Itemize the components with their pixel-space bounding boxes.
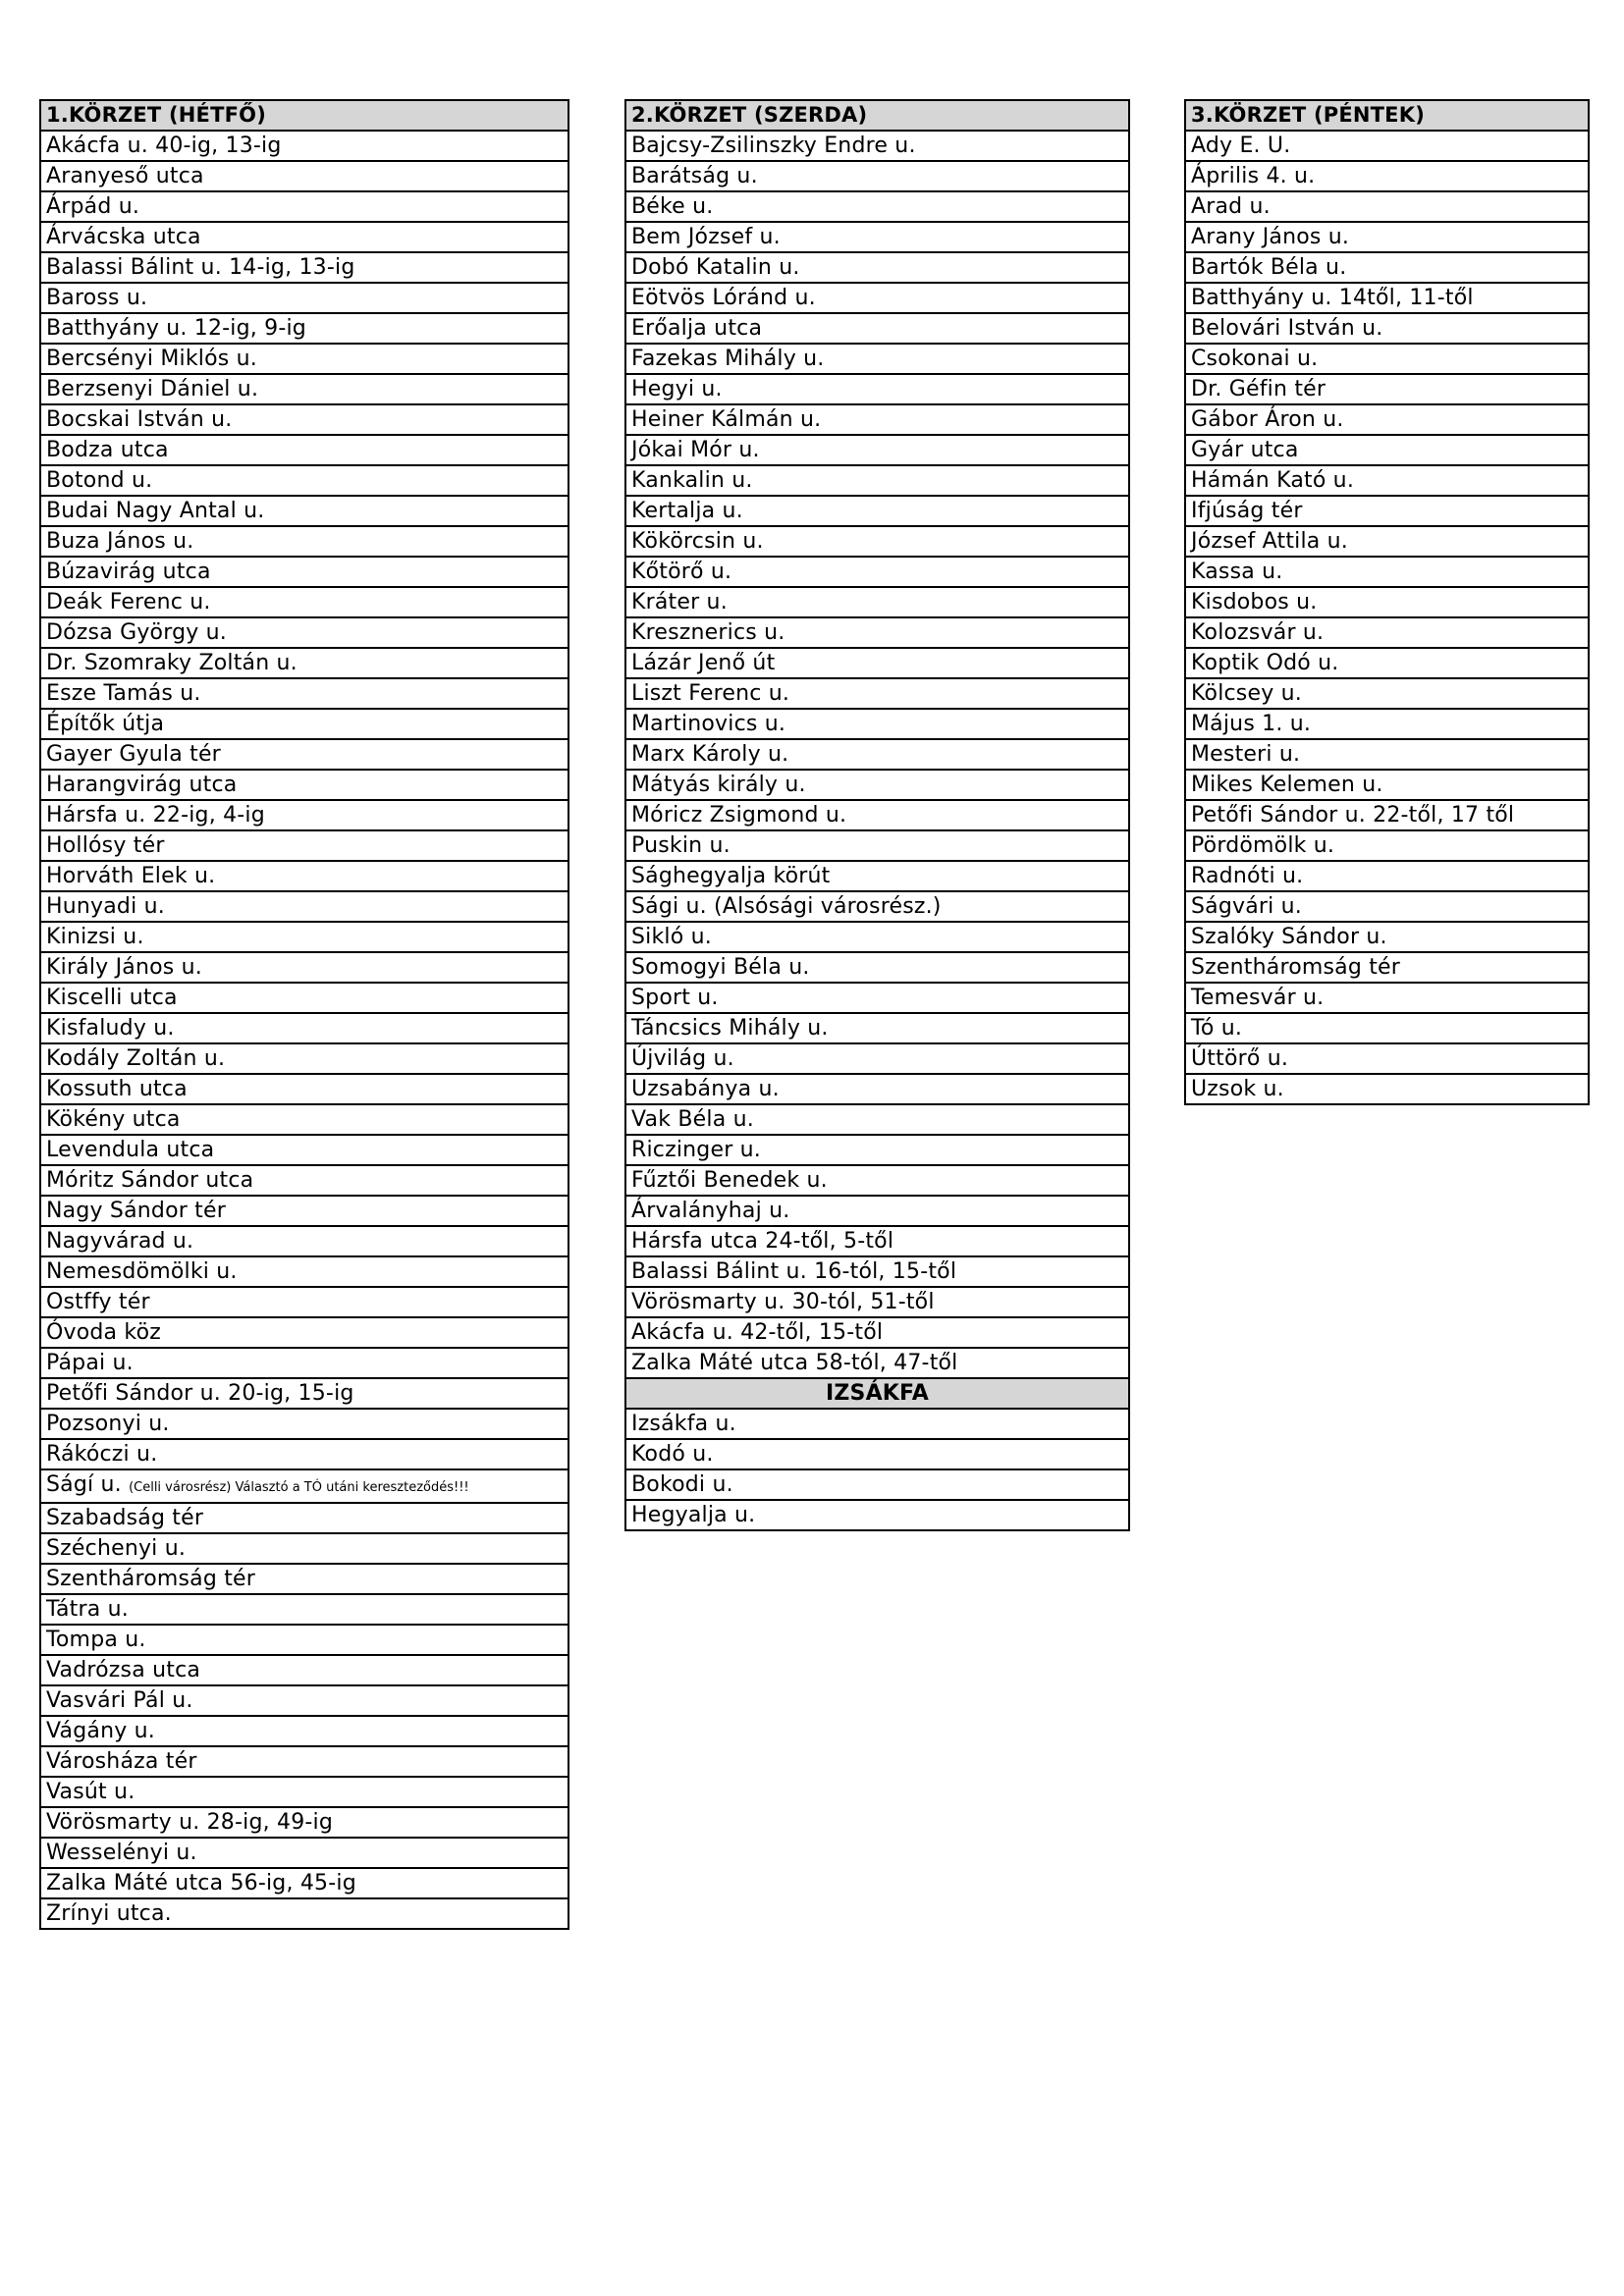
street-name-row <box>40 1013 568 1043</box>
street-name: Kráter u. <box>625 587 1129 617</box>
street-name-row <box>40 1439 568 1469</box>
street-name-row <box>1185 313 1589 344</box>
street-name: Nagyvárad u. <box>40 1226 568 1256</box>
street-name-row <box>40 404 568 435</box>
street-name: Mesteri u. <box>1185 739 1589 770</box>
street-name: Kankalin u. <box>625 465 1129 496</box>
street-name: Hollósy tér <box>40 830 568 861</box>
street-name-row <box>40 1256 568 1287</box>
street-name-row <box>40 1868 568 1898</box>
street-name-row <box>625 648 1129 678</box>
street-name: Puskin u. <box>625 830 1129 861</box>
street-name-row <box>625 678 1129 709</box>
street-name-row <box>40 1838 568 1868</box>
street-name-row <box>1185 222 1589 252</box>
street-name: Berzsenyi Dániel u. <box>40 374 568 404</box>
street-name-row <box>1185 952 1589 983</box>
street-name: Fűztői Benedek u. <box>625 1165 1129 1196</box>
street-name <box>40 1469 568 1503</box>
street-name-row <box>1185 709 1589 739</box>
district-title: 3.KÖRZET (PÉNTEK) <box>1185 100 1589 131</box>
street-name: Erőalja utca <box>625 313 1129 344</box>
street-name: Bartók Béla u. <box>1185 252 1589 283</box>
street-name-row <box>1185 557 1589 587</box>
street-name-row <box>1185 191 1589 222</box>
street-name-row <box>40 1226 568 1256</box>
street-name-row <box>1185 983 1589 1013</box>
street-name: Kertalja u. <box>625 496 1129 526</box>
street-name-row <box>40 1409 568 1439</box>
street-name-row <box>40 587 568 617</box>
street-name: Koptik Odó u. <box>1185 648 1589 678</box>
street-name: Bem József u. <box>625 222 1129 252</box>
street-name: Wesselényi u. <box>40 1838 568 1868</box>
street-name: Levendula utca <box>40 1135 568 1165</box>
street-name: Balassi Bálint u. 14-ig, 13-ig <box>40 252 568 283</box>
street-name-row <box>625 617 1129 648</box>
street-name-row <box>625 131 1129 161</box>
street-name: Pápai u. <box>40 1348 568 1378</box>
street-name: Árpád u. <box>40 191 568 222</box>
street-name-row <box>625 770 1129 800</box>
street-name-row <box>40 1104 568 1135</box>
street-name: Kassa u. <box>1185 557 1589 587</box>
street-name: Bodza utca <box>40 435 568 465</box>
street-name: Tompa u. <box>40 1625 568 1655</box>
street-note: (Celli városrész) Választó a TÓ utáni kereszteződés!!! <box>129 1480 469 1495</box>
street-name: Fazekas Mihály u. <box>625 344 1129 374</box>
street-name: Építők útja <box>40 709 568 739</box>
street-name: Vágány u. <box>40 1716 568 1746</box>
street-name-row <box>625 1317 1129 1348</box>
street-name-row <box>625 922 1129 952</box>
street-name: Uzsok u. <box>1185 1074 1589 1104</box>
street-name-row <box>40 1074 568 1104</box>
district-title-row <box>625 100 1129 131</box>
street-name: Vasút u. <box>40 1777 568 1807</box>
street-name-row <box>40 739 568 770</box>
street-name: Széchenyi u. <box>40 1533 568 1564</box>
street-name: Kolozsvár u. <box>1185 617 1589 648</box>
street-name-row <box>1185 770 1589 800</box>
street-name: Mátyás király u. <box>625 770 1129 800</box>
street-name-row <box>625 465 1129 496</box>
street-name: Móritz Sándor utca <box>40 1165 568 1196</box>
street-name-row <box>1185 465 1589 496</box>
street-name-row <box>625 222 1129 252</box>
street-name-row <box>40 1594 568 1625</box>
street-name-row <box>40 770 568 800</box>
street-name-row <box>625 983 1129 1013</box>
street-name-row <box>625 1104 1129 1135</box>
street-name-row <box>40 465 568 496</box>
street-name: Kresznerics u. <box>625 617 1129 648</box>
street-name-row <box>1185 891 1589 922</box>
street-name: Sághegyalja körút <box>625 861 1129 891</box>
street-name-row <box>40 496 568 526</box>
district-2-table <box>624 99 1130 1531</box>
street-name: Pozsonyi u. <box>40 1409 568 1439</box>
street-name: Hársfa utca 24-től, 5-től <box>625 1226 1129 1256</box>
street-name-text: Ságí u. <box>46 1472 122 1497</box>
street-name: Béke u. <box>625 191 1129 222</box>
street-name: Balassi Bálint u. 16-tól, 15-től <box>625 1256 1129 1287</box>
street-name: Sági u. (Alsósági városrész.) <box>625 891 1129 922</box>
street-name-row <box>40 161 568 191</box>
street-name-row <box>40 435 568 465</box>
street-name: Árvácska utca <box>40 222 568 252</box>
street-name-row <box>40 861 568 891</box>
street-name-row <box>625 344 1129 374</box>
street-name-row <box>40 709 568 739</box>
street-name-row <box>40 1625 568 1655</box>
street-name: Temesvár u. <box>1185 983 1589 1013</box>
street-name: Esze Tamás u. <box>40 678 568 709</box>
street-name: Gábor Áron u. <box>1185 404 1589 435</box>
street-name-row <box>1185 131 1589 161</box>
street-name-row <box>40 1378 568 1409</box>
street-name: Lázár Jenő út <box>625 648 1129 678</box>
street-name: Pördömölk u. <box>1185 830 1589 861</box>
street-name-row <box>1185 922 1589 952</box>
district-3-table <box>1184 99 1590 1105</box>
street-name-row <box>1185 252 1589 283</box>
street-name: Baross u. <box>40 283 568 313</box>
street-name: Zalka Máté utca 58-tól, 47-től <box>625 1348 1129 1378</box>
street-name-row <box>625 1348 1129 1378</box>
street-name: Zrínyi utca. <box>40 1898 568 1929</box>
street-name: Csokonai u. <box>1185 344 1589 374</box>
street-name-row <box>40 374 568 404</box>
street-name-row <box>40 1533 568 1564</box>
street-name-row <box>625 952 1129 983</box>
street-name-row <box>625 191 1129 222</box>
street-name: Április 4. u. <box>1185 161 1589 191</box>
street-name-row <box>40 678 568 709</box>
street-name-row <box>625 1135 1129 1165</box>
street-name: Ságvári u. <box>1185 891 1589 922</box>
street-name-row <box>1185 678 1589 709</box>
street-name: Gyár utca <box>1185 435 1589 465</box>
street-name: Belovári István u. <box>1185 313 1589 344</box>
street-name-row <box>1185 496 1589 526</box>
street-name-row <box>625 891 1129 922</box>
street-name: Vörösmarty u. 28-ig, 49-ig <box>40 1807 568 1838</box>
street-name-row <box>625 1074 1129 1104</box>
street-name-row <box>40 557 568 587</box>
street-name-row <box>40 1317 568 1348</box>
street-name: Árvalányhaj u. <box>625 1196 1129 1226</box>
street-name: Ostffy tér <box>40 1287 568 1317</box>
street-name: Kisfaludy u. <box>40 1013 568 1043</box>
street-name-row <box>40 283 568 313</box>
street-name-row <box>625 861 1129 891</box>
sub-area-title: IZSÁKFA <box>625 1378 1129 1409</box>
street-name-row <box>40 1503 568 1533</box>
street-name-row <box>1185 800 1589 830</box>
street-name-row <box>40 1165 568 1196</box>
street-name: Martinovics u. <box>625 709 1129 739</box>
street-name-row <box>40 1685 568 1716</box>
street-name-row <box>40 222 568 252</box>
street-name-row <box>40 526 568 557</box>
street-name: Dr. Szomraky Zoltán u. <box>40 648 568 678</box>
street-name-row <box>625 1165 1129 1196</box>
street-name: Városháza tér <box>40 1746 568 1777</box>
street-name-row <box>40 800 568 830</box>
street-name-row <box>40 1043 568 1074</box>
street-name: Gayer Gyula tér <box>40 739 568 770</box>
district-title: 2.KÖRZET (SZERDA) <box>625 100 1129 131</box>
street-name: Búzavirág utca <box>40 557 568 587</box>
street-name: József Attila u. <box>1185 526 1589 557</box>
street-name: Marx Károly u. <box>625 739 1129 770</box>
street-name-row <box>625 1043 1129 1074</box>
street-name-row <box>40 344 568 374</box>
street-name: Nemesdömölki u. <box>40 1256 568 1287</box>
street-name: Sikló u. <box>625 922 1129 952</box>
street-name: Ady E. U. <box>1185 131 1589 161</box>
street-name: Hársfa u. 22-ig, 4-ig <box>40 800 568 830</box>
street-name: Arad u. <box>1185 191 1589 222</box>
street-name-row <box>1185 739 1589 770</box>
street-name-row <box>625 283 1129 313</box>
street-name-row <box>40 1196 568 1226</box>
street-name: Harangvirág utca <box>40 770 568 800</box>
district-1-table <box>39 99 569 1930</box>
street-name: Móricz Zsigmond u. <box>625 800 1129 830</box>
street-name-row <box>1185 830 1589 861</box>
street-name-row <box>625 404 1129 435</box>
street-name: Petőfi Sándor u. 20-ig, 15-ig <box>40 1378 568 1409</box>
street-name-row <box>625 1500 1129 1530</box>
street-name-row <box>625 1439 1129 1469</box>
street-name: Kökény utca <box>40 1104 568 1135</box>
street-name: Arany János u. <box>1185 222 1589 252</box>
street-name-row <box>1185 617 1589 648</box>
street-name: Kodály Zoltán u. <box>40 1043 568 1074</box>
street-name: Bercsényi Miklós u. <box>40 344 568 374</box>
street-name-row <box>625 1013 1129 1043</box>
street-name-row <box>40 1348 568 1378</box>
street-name: Akácfa u. 42-től, 15-től <box>625 1317 1129 1348</box>
street-name: Újvilág u. <box>625 1043 1129 1074</box>
street-name: Batthyány u. 12-ig, 9-ig <box>40 313 568 344</box>
street-name-row <box>625 830 1129 861</box>
street-name-row <box>40 191 568 222</box>
street-name: Somogyi Béla u. <box>625 952 1129 983</box>
street-name: Sport u. <box>625 983 1129 1013</box>
street-name: Hegyi u. <box>625 374 1129 404</box>
street-name-row <box>625 374 1129 404</box>
street-name-row <box>40 952 568 983</box>
street-name: Bajcsy-Zsilinszky Endre u. <box>625 131 1129 161</box>
street-name: Batthyány u. 14től, 11-től <box>1185 283 1589 313</box>
street-name-row <box>40 131 568 161</box>
street-name-row <box>1185 1013 1589 1043</box>
street-name-row <box>40 1469 568 1503</box>
district-title: 1.KÖRZET (HÉTFŐ) <box>40 100 568 131</box>
street-name: Izsákfa u. <box>625 1409 1129 1439</box>
street-name-row <box>625 526 1129 557</box>
street-name-row <box>40 1716 568 1746</box>
street-name-row <box>1185 861 1589 891</box>
street-name: Vasvári Pál u. <box>40 1685 568 1716</box>
street-name: Szabadság tér <box>40 1503 568 1533</box>
street-name: Liszt Ferenc u. <box>625 678 1129 709</box>
street-name: Óvoda köz <box>40 1317 568 1348</box>
street-name-row <box>40 648 568 678</box>
street-name-row <box>625 800 1129 830</box>
street-name-row <box>1185 283 1589 313</box>
street-name: Budai Nagy Antal u. <box>40 496 568 526</box>
street-name: Tó u. <box>1185 1013 1589 1043</box>
street-name-row <box>1185 648 1589 678</box>
district-title-row <box>1185 100 1589 131</box>
street-name-row <box>1185 1043 1589 1074</box>
street-name-row <box>40 983 568 1013</box>
street-name-row <box>625 1226 1129 1256</box>
street-name-row <box>625 1256 1129 1287</box>
street-name-row <box>625 557 1129 587</box>
street-name: Bocskai István u. <box>40 404 568 435</box>
street-name-row <box>625 739 1129 770</box>
sub-area-title-row <box>625 1378 1129 1409</box>
street-name: Szentháromság tér <box>40 1564 568 1594</box>
street-name: Mikes Kelemen u. <box>1185 770 1589 800</box>
street-name-row <box>40 313 568 344</box>
street-name: Május 1. u. <box>1185 709 1589 739</box>
street-name: Barátság u. <box>625 161 1129 191</box>
street-name-row <box>40 922 568 952</box>
street-name: Botond u. <box>40 465 568 496</box>
street-name-row <box>40 1287 568 1317</box>
street-name: Kodó u. <box>625 1439 1129 1469</box>
street-name: Vörösmarty u. 30-tól, 51-től <box>625 1287 1129 1317</box>
street-name-row <box>40 891 568 922</box>
street-name-row <box>1185 526 1589 557</box>
street-name-row <box>1185 1074 1589 1104</box>
street-name-row <box>625 1287 1129 1317</box>
street-name-row <box>1185 161 1589 191</box>
street-name: Kiscelli utca <box>40 983 568 1013</box>
street-name: Zalka Máté utca 56-ig, 45-ig <box>40 1868 568 1898</box>
district-title-row <box>40 100 568 131</box>
street-name: Ifjúság tér <box>1185 496 1589 526</box>
street-name-row <box>625 496 1129 526</box>
street-name-row <box>625 161 1129 191</box>
street-name: Hámán Kató u. <box>1185 465 1589 496</box>
street-name: Aranyeső utca <box>40 161 568 191</box>
street-name: Rákóczi u. <box>40 1439 568 1469</box>
street-name-row <box>1185 587 1589 617</box>
street-name: Szentháromság tér <box>1185 952 1589 983</box>
street-name: Tátra u. <box>40 1594 568 1625</box>
street-name: Jókai Mór u. <box>625 435 1129 465</box>
street-name: Heiner Kálmán u. <box>625 404 1129 435</box>
street-name: Kisdobos u. <box>1185 587 1589 617</box>
street-name-row <box>40 1777 568 1807</box>
street-name: Szalóky Sándor u. <box>1185 922 1589 952</box>
street-name-row <box>625 435 1129 465</box>
street-name-row <box>1185 344 1589 374</box>
street-name-row <box>1185 404 1589 435</box>
street-name: Eötvös Lóránd u. <box>625 283 1129 313</box>
street-name-row <box>40 617 568 648</box>
street-name-row <box>40 252 568 283</box>
street-name: Bokodi u. <box>625 1469 1129 1500</box>
street-name: Dobó Katalin u. <box>625 252 1129 283</box>
street-name-row <box>625 1196 1129 1226</box>
street-name: Vadrózsa utca <box>40 1655 568 1685</box>
street-name: Király János u. <box>40 952 568 983</box>
street-name: Radnóti u. <box>1185 861 1589 891</box>
street-name-row <box>625 1469 1129 1500</box>
street-name: Riczinger u. <box>625 1135 1129 1165</box>
street-name: Kökörcsin u. <box>625 526 1129 557</box>
street-name: Kölcsey u. <box>1185 678 1589 709</box>
street-name: Kőtörő u. <box>625 557 1129 587</box>
street-name-row <box>1185 435 1589 465</box>
street-name: Úttörő u. <box>1185 1043 1589 1074</box>
street-name: Hegyalja u. <box>625 1500 1129 1530</box>
street-name-row <box>1185 374 1589 404</box>
street-name: Buza János u. <box>40 526 568 557</box>
street-name: Horváth Elek u. <box>40 861 568 891</box>
street-name-row <box>40 1807 568 1838</box>
street-name-row <box>625 313 1129 344</box>
street-name: Dózsa György u. <box>40 617 568 648</box>
street-name-row <box>40 1135 568 1165</box>
street-name-row <box>40 1564 568 1594</box>
street-name: Deák Ferenc u. <box>40 587 568 617</box>
street-name-row <box>40 1655 568 1685</box>
street-name: Petőfi Sándor u. 22-től, 17 től <box>1185 800 1589 830</box>
street-name: Vak Béla u. <box>625 1104 1129 1135</box>
street-name: Dr. Géfin tér <box>1185 374 1589 404</box>
street-name-row <box>625 587 1129 617</box>
street-name-row <box>625 709 1129 739</box>
street-name-row <box>40 1746 568 1777</box>
street-name: Hunyadi u. <box>40 891 568 922</box>
street-name: Kinizsi u. <box>40 922 568 952</box>
street-name-row <box>40 1898 568 1929</box>
street-name-row <box>40 830 568 861</box>
street-name-row <box>625 252 1129 283</box>
street-name-row <box>625 1409 1129 1439</box>
street-name: Nagy Sándor tér <box>40 1196 568 1226</box>
street-name: Uzsabánya u. <box>625 1074 1129 1104</box>
street-name: Akácfa u. 40-ig, 13-ig <box>40 131 568 161</box>
street-name: Táncsics Mihály u. <box>625 1013 1129 1043</box>
street-name: Kossuth utca <box>40 1074 568 1104</box>
